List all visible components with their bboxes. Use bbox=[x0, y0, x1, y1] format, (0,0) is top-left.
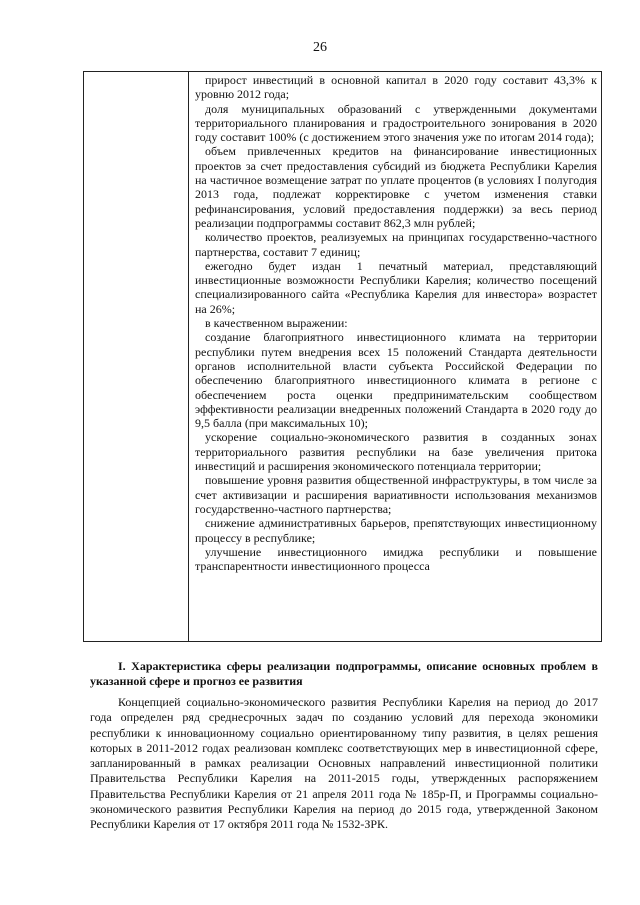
target-paragraph: снижение административных барьеров, препятствующих инвестиционному процессу в республике; bbox=[195, 516, 597, 545]
targets-table bbox=[83, 71, 602, 642]
table-column-divider bbox=[188, 72, 189, 641]
section-heading: I. Характеристика сферы реализации подпрограммы, описание основных проблем в указанной сфере и прогноз ее развития bbox=[90, 659, 598, 688]
target-paragraph: улучшение инвестиционного имиджа республики и повышение транспарентности инвестиционного процесса bbox=[195, 544, 597, 574]
target-paragraph: количество проектов, реализуемых на принципах государственно-частного партнерства, составит 7 единиц; bbox=[195, 230, 597, 259]
target-paragraph: доля муниципальных образований с утвержденными документами территориального планирования и градостроительного зонирования в 2020 году составит 100% (с достижением этого значения уже по итогам 2014 года); bbox=[195, 101, 597, 145]
target-paragraph: ежегодно будет издан 1 печатный материал, представляющий инвестиционные возможности Республики Карелия; количество посещений специализированного сайта «Республика Карелия для инвестора» возрастет на 26%; bbox=[195, 258, 597, 316]
target-paragraph: создание благоприятного инвестиционного климата на территории республики путем внедрения всех 15 положений Стандарта деятельности органов исполнительной власти субъекта Российской Федерации по обеспечению благоприятного инвестиционного климата в регионе с обеспечением роста оценки предпринимательским сообществом эффективности реализации внедренных положений Стандарта в 2020 году до 9,5 балла (при максимальных 10); bbox=[195, 330, 597, 431]
target-paragraph: повышение уровня развития общественной инфраструктуры, в том числе за счет активизации и расширения вариативности использования механизмов государственно-частного партнерства; bbox=[195, 473, 597, 516]
target-paragraph: прирост инвестиций в основной капитал в 2020 году составит 43,3% к уровню 2012 года; bbox=[195, 73, 597, 102]
target-paragraph: объем привлеченных кредитов на финансирование инвестиционных проектов за счет предоставления субсидий из бюджета Республики Карелия на частичное возмещение затрат по уплате процентов (в условиях I полугодия 2013 года, подлежат корректировке с учетом изменения ставки рефинансирования, условий предоставления поддержки) за весь период реализации подпрограммы составит 862,3 млн рублей; bbox=[195, 144, 597, 230]
targets-table-cell bbox=[195, 73, 597, 573]
target-paragraph: в качественном выражении: bbox=[205, 316, 348, 331]
target-paragraph: ускорение социально-экономического развития в созданных зонах территориального развития республики на базе увеличения притока инвестиций и расширения экономического потенциала территории; bbox=[195, 430, 597, 474]
page-number: 26 bbox=[313, 40, 327, 55]
section-body bbox=[90, 695, 598, 833]
body-paragraph: Концепцией социально-экономического развития Республики Карелия на период до 2017 года определен ряд среднесрочных задач по созданию условий для перехода экономики республики к инновационному социально ориентированному типу развития, в целях решения которых в 2011-2012 годах реализован комплекс соответствующих мер в инвестиционной сфере, запланированный в рамках реализации Основных направлений инвестиционной политики Правительства Республики Карелия на 2011-2015 годы, утвержденных распоряжением Правительства Республики Карелия от 21 апреля 2011 года № 185р-П, и Программы социально-экономического развития Республики Карелия на период до 2015 года, утвержденной Законом Республики Карелия от 17 октября 2011 года № 1532-ЗРК. bbox=[90, 695, 598, 832]
